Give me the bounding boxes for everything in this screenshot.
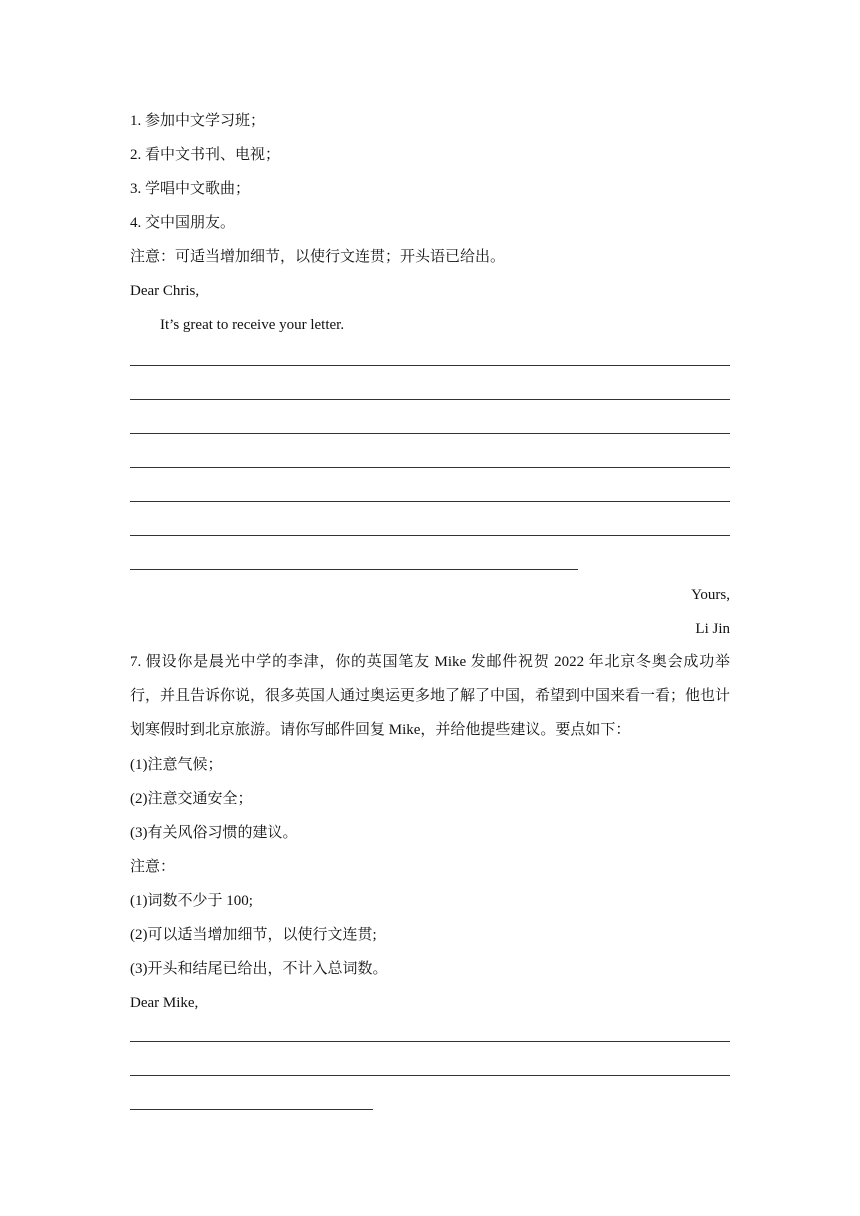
task6-answer-line[interactable] bbox=[130, 365, 730, 366]
task6-point-1: 1. 参加中文学习班； bbox=[130, 113, 266, 129]
task7-answer-line[interactable] bbox=[130, 1075, 730, 1076]
task7-note-label: 注意： bbox=[130, 859, 176, 875]
task7-note-2: (2)可以适当增加细节，以使行文连贯; bbox=[130, 927, 377, 943]
task7-note-1: (1)词数不少于 100; bbox=[130, 893, 253, 909]
task6-point-4: 4. 交中国朋友。 bbox=[130, 215, 236, 231]
task6-salutation: Dear Chris, bbox=[130, 283, 200, 299]
task6-closing: Yours, bbox=[691, 587, 730, 603]
task7-salutation: Dear Mike, bbox=[130, 995, 199, 1011]
task7-point-2: (2)注意交通安全； bbox=[130, 791, 253, 807]
task6-point-2: 2. 看中文书刊、电视； bbox=[130, 147, 281, 163]
task7-prompt: 7. 假设你是晨光中学的李津，你的英国笔友 Mike 发邮件祝贺 2022 年北京冬奥会成功举行，并且告诉你说，很多英国人通过奥运更多地了解了中国，希望到中国来看一看；他也计划寒假时到北京旅游。请你写邮件回复 Mike，并给他提些建议。要点如下： bbox=[130, 654, 731, 738]
task7-answer-line-short[interactable] bbox=[130, 1109, 373, 1110]
task6-note: 注意：可适当增加细节，以使行文连贯；开头语已给出。 bbox=[130, 249, 506, 265]
task7-point-1: (1)注意气候； bbox=[130, 757, 223, 773]
task6-point-3: 3. 学唱中文歌曲； bbox=[130, 181, 251, 197]
task6-answer-line[interactable] bbox=[130, 501, 730, 502]
task6-answer-line[interactable] bbox=[130, 535, 730, 536]
task6-answer-line[interactable] bbox=[130, 467, 730, 468]
task6-answer-line[interactable] bbox=[130, 399, 730, 400]
task6-answer-line-short[interactable] bbox=[130, 569, 578, 570]
task6-opening-sentence: It’s great to receive your letter. bbox=[160, 317, 345, 333]
task6-signature: Li Jin bbox=[695, 621, 730, 637]
task7-point-3: (3)有关风俗习惯的建议。 bbox=[130, 825, 298, 841]
task6-answer-line[interactable] bbox=[130, 433, 730, 434]
task7-note-3: (3)开头和结尾已给出，不计入总词数。 bbox=[130, 961, 388, 977]
task7-answer-line[interactable] bbox=[130, 1041, 730, 1042]
